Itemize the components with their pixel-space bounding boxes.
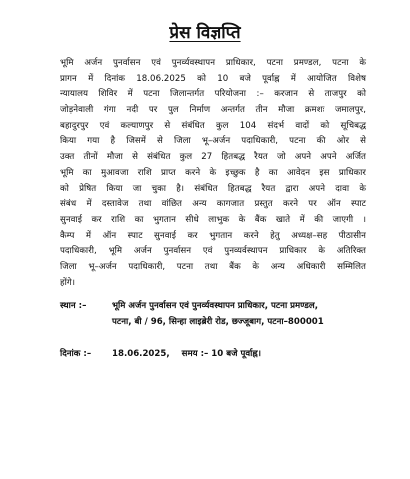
place-line-1: भूमि अर्जन पुनर्वासन एवं पुनर्व्यवस्थापन प्राधिकार, पटना प्रमण्डल,: [112, 301, 318, 311]
document-title: [0, 22, 410, 44]
place-row: [60, 298, 390, 314]
date-label: दिनांक :–: [60, 349, 92, 359]
body-line: जिला भू–अर्जन पदाधिकारी, पटना तथा बैंक के अन्य अधिकारी सम्मिलित: [60, 261, 366, 272]
document-footer: [60, 298, 390, 362]
place-label: स्थान :–: [60, 301, 87, 311]
place-line-2: पटना, बी / 96, सिन्हा लाइब्रेरी रोड, छज्जूबाग, पटना–800001: [112, 317, 324, 327]
date-value: 18.06.2025,: [112, 349, 170, 359]
body-line: प्रागन में दिनांक 18.06.2025 को 10 बजे पूर्वाह्न में आयोजित विशेष: [60, 73, 366, 84]
body-line: किया गया है जिसमें से जिला भू–अर्जन पदाधिकारी, पटना की ओर से: [60, 136, 366, 147]
document-title-text: प्रेस विज्ञप्ति: [169, 23, 241, 43]
body-line: संबंध में दस्तावेज तथा वांछित अन्य कागजात प्रस्तुत करने पर ऑन स्पाट: [60, 199, 366, 210]
body-line: पदाधिकारी, भूमि अर्जन पुनर्वासन एवं पुनव्यर्वस्थापन प्राधिकार के अतिरिक्त: [60, 246, 366, 257]
body-line: जोड़नेवाली गंगा नदी पर पुल निर्माण अन्तर्गत तीन मौजा क्रमशः जमालपुर,: [60, 105, 366, 116]
body-line: होंगे।: [60, 277, 76, 288]
date-row: [60, 346, 390, 362]
body-line: को प्रेषित किया जा चुका है। संबंधित हितबद्ध रैयत द्वारा अपने दावा के: [60, 183, 366, 194]
time-text: समय :– 10 बजे पूर्वाह्न।: [181, 349, 262, 359]
body-paragraph: [60, 56, 366, 291]
body-line: भूमि अर्जन पुनर्वासन एवं पुनर्व्यवस्थापन प्राधिकार, पटना प्रमण्डल, पटना के: [60, 58, 366, 68]
body-line: उक्त तीनों मौजा से संबंधित कुल 27 हितबद्ध रैयत जो अपने अपने अर्जित: [60, 152, 366, 163]
body-line: भूमि का मुआवजा राशि प्राप्त करने के इच्छुक है का आवेदन इस प्राधिकार: [60, 167, 366, 178]
body-line: कैम्प में ऑन स्पाट सुनवाई कर भुगतान करने हेतु अध्यक्ष–सह पीठासीन: [60, 230, 366, 241]
body-line: सुनवाई कर राशि का भुगतान सीधे लाभुक के बैंक खाते में की जाएगी ।: [60, 214, 366, 225]
body-line: न्यायालय शिविर में पटना जिलान्तर्गत परियोजना :– करजान से ताजपुर को: [60, 89, 366, 100]
body-line: बहादुरपुर एवं कल्याणपुर से संबंधित कुल 104 संदर्भ वादों को सूचिबद्ध: [60, 120, 366, 131]
